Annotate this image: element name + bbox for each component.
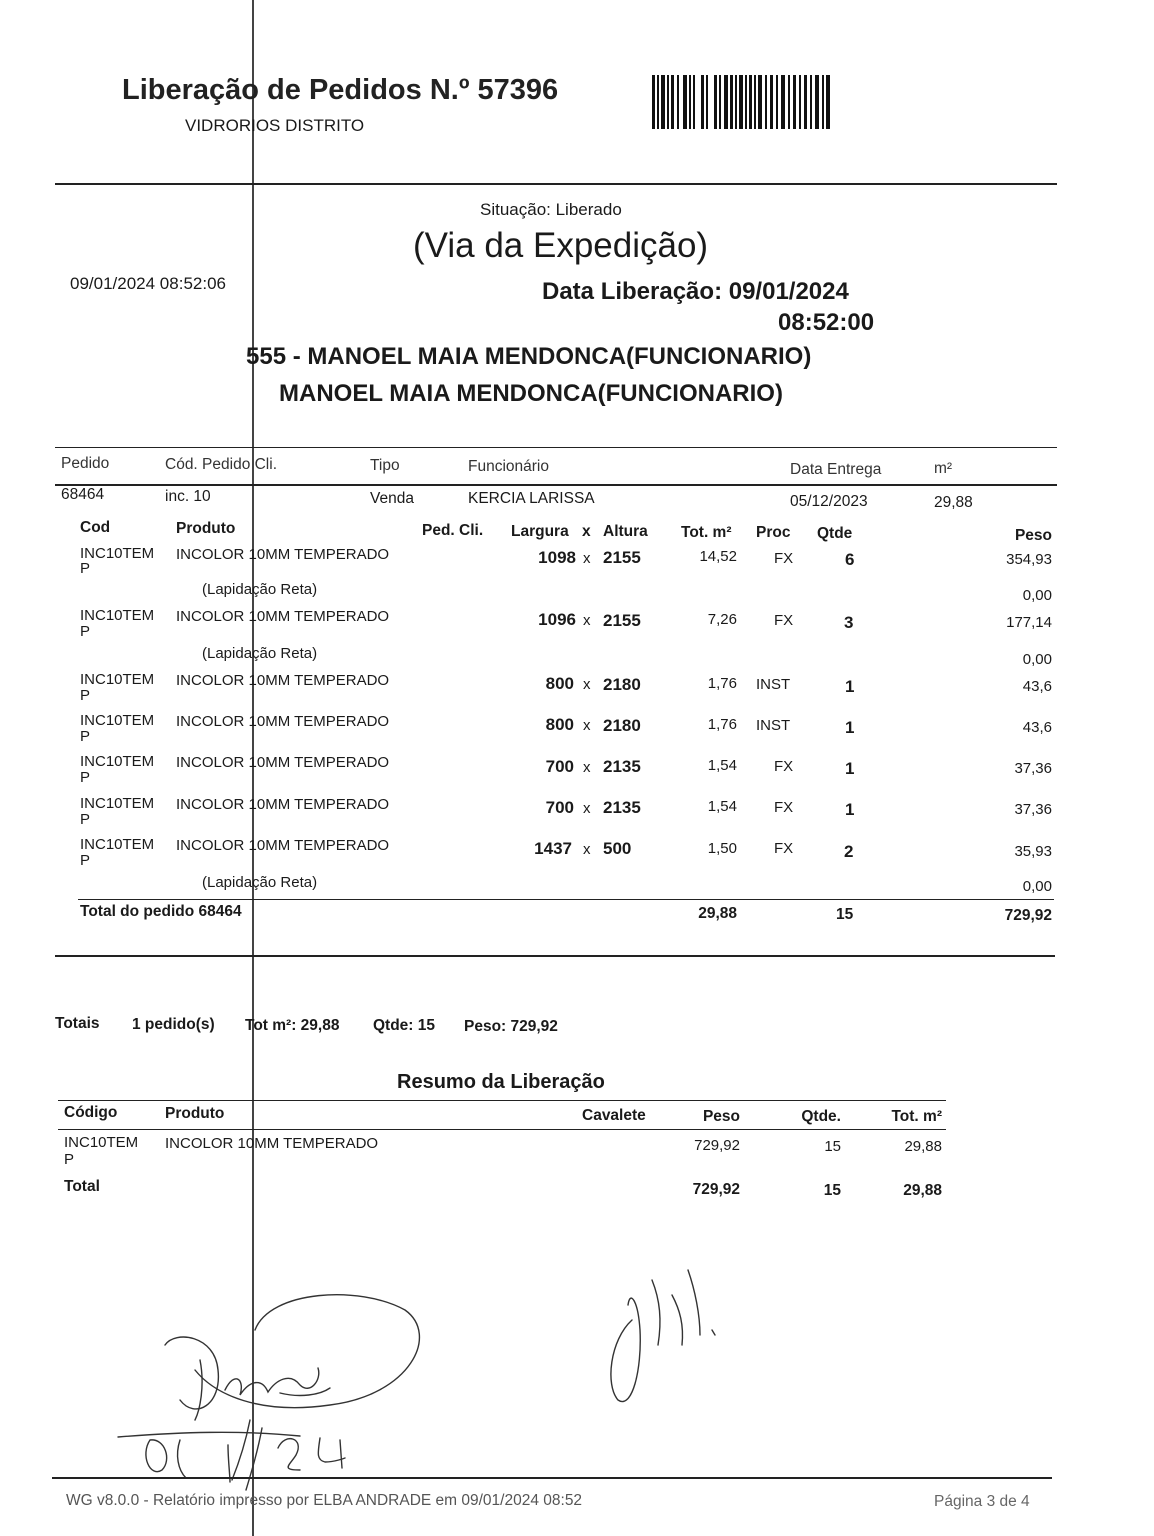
summary-row-cod: INC10TEM — [64, 1134, 139, 1151]
item-x: x — [583, 550, 591, 567]
item-proc: FX — [774, 799, 794, 816]
item-peso: 43,6 — [1022, 719, 1052, 736]
item-sub-peso: 0,00 — [1022, 587, 1052, 604]
item-x: x — [583, 841, 591, 858]
col-produto: Produto — [176, 520, 236, 537]
col-tipo: Tipo — [370, 457, 400, 474]
col-data-entrega: Data Entrega — [790, 461, 882, 478]
item-cod-cont: P — [80, 811, 91, 828]
footer-text: WG v8.0.0 - Relatório impresso por ELBA ANDRADE em 09/01/2024 08:52 — [66, 1492, 583, 1509]
col-ped-cli: Ped. Cli. — [422, 522, 484, 539]
status-text: Situação: Liberado — [480, 200, 622, 219]
col-pedido: Pedido — [61, 455, 110, 472]
item-x: x — [583, 717, 591, 734]
footer-divider — [52, 1477, 1052, 1479]
item-altura: 2135 — [603, 757, 641, 776]
summary-row-qtde: 15 — [824, 1138, 841, 1155]
col-m2: m² — [934, 460, 953, 477]
summary-col-tot-m2: Tot. m² — [891, 1108, 942, 1125]
summary-col-qtde: Qtde. — [801, 1108, 841, 1125]
summary-total-peso: 729,92 — [692, 1181, 740, 1198]
item-proc: FX — [774, 550, 794, 567]
item-sub-process: (Lapidação Reta) — [202, 874, 318, 891]
col-cod-pedido-cli: Cód. Pedido Cli. — [165, 456, 278, 473]
col-tot-m2: Tot. m² — [681, 524, 732, 541]
item-x: x — [583, 612, 591, 629]
item-tot-m2: 1,76 — [707, 716, 737, 733]
item-largura: 700 — [545, 798, 574, 817]
page-title: Liberação de Pedidos N.º 57396 — [122, 74, 559, 106]
item-tot-m2: 1,54 — [707, 757, 737, 774]
item-cod-cont: P — [80, 687, 91, 704]
summary-col-codigo: Código — [64, 1104, 118, 1121]
client-line-2: MANOEL MAIA MENDONCA(FUNCIONARIO) — [279, 380, 783, 407]
order-m2: 29,88 — [934, 494, 973, 511]
item-cod: INC10TEM — [80, 753, 155, 770]
summary-total-tot-m2: 29,88 — [903, 1182, 942, 1199]
item-altura: 2180 — [603, 675, 641, 694]
item-sub-process: (Lapidação Reta) — [202, 645, 318, 662]
item-qtde: 1 — [845, 677, 855, 696]
item-peso: 43,6 — [1022, 678, 1052, 695]
item-cod: INC10TEM — [80, 607, 155, 624]
order-delivery-date: 05/12/2023 — [790, 493, 868, 510]
item-qtde: 1 — [845, 800, 855, 819]
col-largura: Largura — [511, 523, 569, 540]
item-largura: 800 — [545, 674, 574, 693]
col-funcionario: Funcionário — [468, 458, 549, 475]
item-peso: 37,36 — [1014, 801, 1052, 818]
order-type: Venda — [370, 490, 414, 507]
col-peso: Peso — [1014, 527, 1052, 544]
client-line-1: 555 - MANOEL MAIA MENDONCA(FUNCIONARIO) — [246, 343, 812, 370]
summary-row-cod-cont: P — [64, 1151, 75, 1168]
item-x: x — [583, 759, 591, 776]
item-produto: INCOLOR 10MM TEMPERADO — [176, 754, 390, 771]
item-sub-peso: 0,00 — [1022, 878, 1052, 895]
item-cod-cont: P — [80, 623, 91, 640]
item-qtde: 6 — [845, 550, 855, 569]
item-peso: 35,93 — [1014, 843, 1052, 860]
release-date: Data Liberação: 09/01/2024 — [542, 278, 849, 305]
summary-total-qtde: 15 — [823, 1182, 841, 1199]
order-total-qtde: 15 — [836, 906, 854, 923]
item-qtde: 2 — [844, 842, 854, 861]
order-total-label: Total do pedido 68464 — [80, 903, 242, 920]
item-produto: INCOLOR 10MM TEMPERADO — [176, 608, 390, 625]
item-produto: INCOLOR 10MM TEMPERADO — [176, 713, 390, 730]
summary-col-cavalete: Cavalete — [582, 1107, 646, 1124]
col-proc: Proc — [756, 524, 791, 541]
order-employee: KERCIA LARISSA — [468, 490, 595, 507]
item-x: x — [583, 676, 591, 693]
item-largura: 1096 — [538, 610, 576, 629]
item-proc: FX — [774, 758, 794, 775]
item-cod-cont: P — [80, 728, 91, 745]
release-time: 08:52:00 — [778, 309, 875, 336]
item-peso: 177,14 — [1006, 614, 1052, 631]
totals-m2: Tot m²: 29,88 — [245, 1017, 340, 1034]
item-sub-peso: 0,00 — [1022, 651, 1052, 668]
item-altura: 500 — [603, 839, 632, 858]
totals-orders: 1 pedido(s) — [132, 1016, 215, 1033]
company-name: VIDRORIOS DISTRITO — [185, 116, 365, 135]
item-largura: 1098 — [538, 548, 576, 567]
item-cod: INC10TEM — [80, 795, 155, 812]
item-cod: INC10TEM — [80, 545, 155, 562]
item-peso: 354,93 — [1006, 551, 1052, 568]
item-qtde: 1 — [845, 718, 855, 737]
item-tot-m2: 1,54 — [707, 798, 737, 815]
col-altura: Altura — [603, 523, 648, 540]
copy-type: (Via da Expedição) — [413, 226, 709, 265]
page-number: Página 3 de 4 — [934, 1493, 1030, 1510]
item-largura: 1437 — [534, 839, 572, 858]
item-x: x — [583, 800, 591, 817]
col-x: x — [582, 523, 591, 540]
summary-title: Resumo da Liberação — [397, 1071, 605, 1093]
item-tot-m2: 14,52 — [699, 548, 737, 565]
item-altura: 2135 — [603, 798, 641, 817]
item-produto: INCOLOR 10MM TEMPERADO — [176, 546, 390, 563]
print-datetime: 09/01/2024 08:52:06 — [70, 274, 226, 293]
order-number: 68464 — [61, 486, 105, 503]
item-produto: INCOLOR 10MM TEMPERADO — [176, 796, 390, 813]
item-qtde: 3 — [844, 613, 854, 632]
item-produto: INCOLOR 10MM TEMPERADO — [176, 837, 390, 854]
item-largura: 800 — [545, 715, 574, 734]
item-tot-m2: 1,50 — [707, 840, 737, 857]
item-tot-m2: 7,26 — [707, 611, 737, 628]
totals-qtde: Qtde: 15 — [373, 1017, 436, 1034]
col-cod: Cod — [80, 519, 111, 536]
item-altura: 2180 — [603, 716, 641, 735]
item-cod: INC10TEM — [80, 712, 155, 729]
item-cod-cont: P — [80, 769, 91, 786]
item-cod: INC10TEM — [80, 671, 155, 688]
item-tot-m2: 1,76 — [707, 675, 737, 692]
summary-col-peso: Peso — [702, 1108, 740, 1125]
summary-col-produto: Produto — [165, 1105, 225, 1122]
item-proc: INST — [756, 676, 791, 693]
item-qtde: 1 — [845, 759, 855, 778]
order-total-peso: 729,92 — [1004, 907, 1052, 924]
item-cod: INC10TEM — [80, 836, 155, 853]
order-client-code: inc. 10 — [165, 488, 211, 505]
item-proc: FX — [774, 612, 794, 629]
item-altura: 2155 — [603, 611, 641, 630]
summary-total-label: Total — [64, 1178, 100, 1195]
totals-peso: Peso: 729,92 — [464, 1018, 558, 1035]
item-cod-cont: P — [80, 560, 91, 577]
item-largura: 700 — [545, 757, 574, 776]
item-produto: INCOLOR 10MM TEMPERADO — [176, 672, 390, 689]
item-sub-process: (Lapidação Reta) — [202, 581, 318, 598]
order-total-m2: 29,88 — [698, 905, 737, 922]
item-peso: 37,36 — [1014, 760, 1052, 777]
summary-row-tot-m2: 29,88 — [904, 1138, 942, 1155]
item-cod-cont: P — [80, 852, 91, 869]
col-qtde: Qtde — [817, 525, 853, 542]
totals-label: Totais — [55, 1015, 100, 1032]
summary-row-peso: 729,92 — [694, 1137, 740, 1154]
item-proc: INST — [756, 717, 791, 734]
item-altura: 2155 — [603, 548, 641, 567]
item-proc: FX — [774, 840, 794, 857]
summary-row-produto: INCOLOR 10MM TEMPERADO — [165, 1135, 379, 1152]
